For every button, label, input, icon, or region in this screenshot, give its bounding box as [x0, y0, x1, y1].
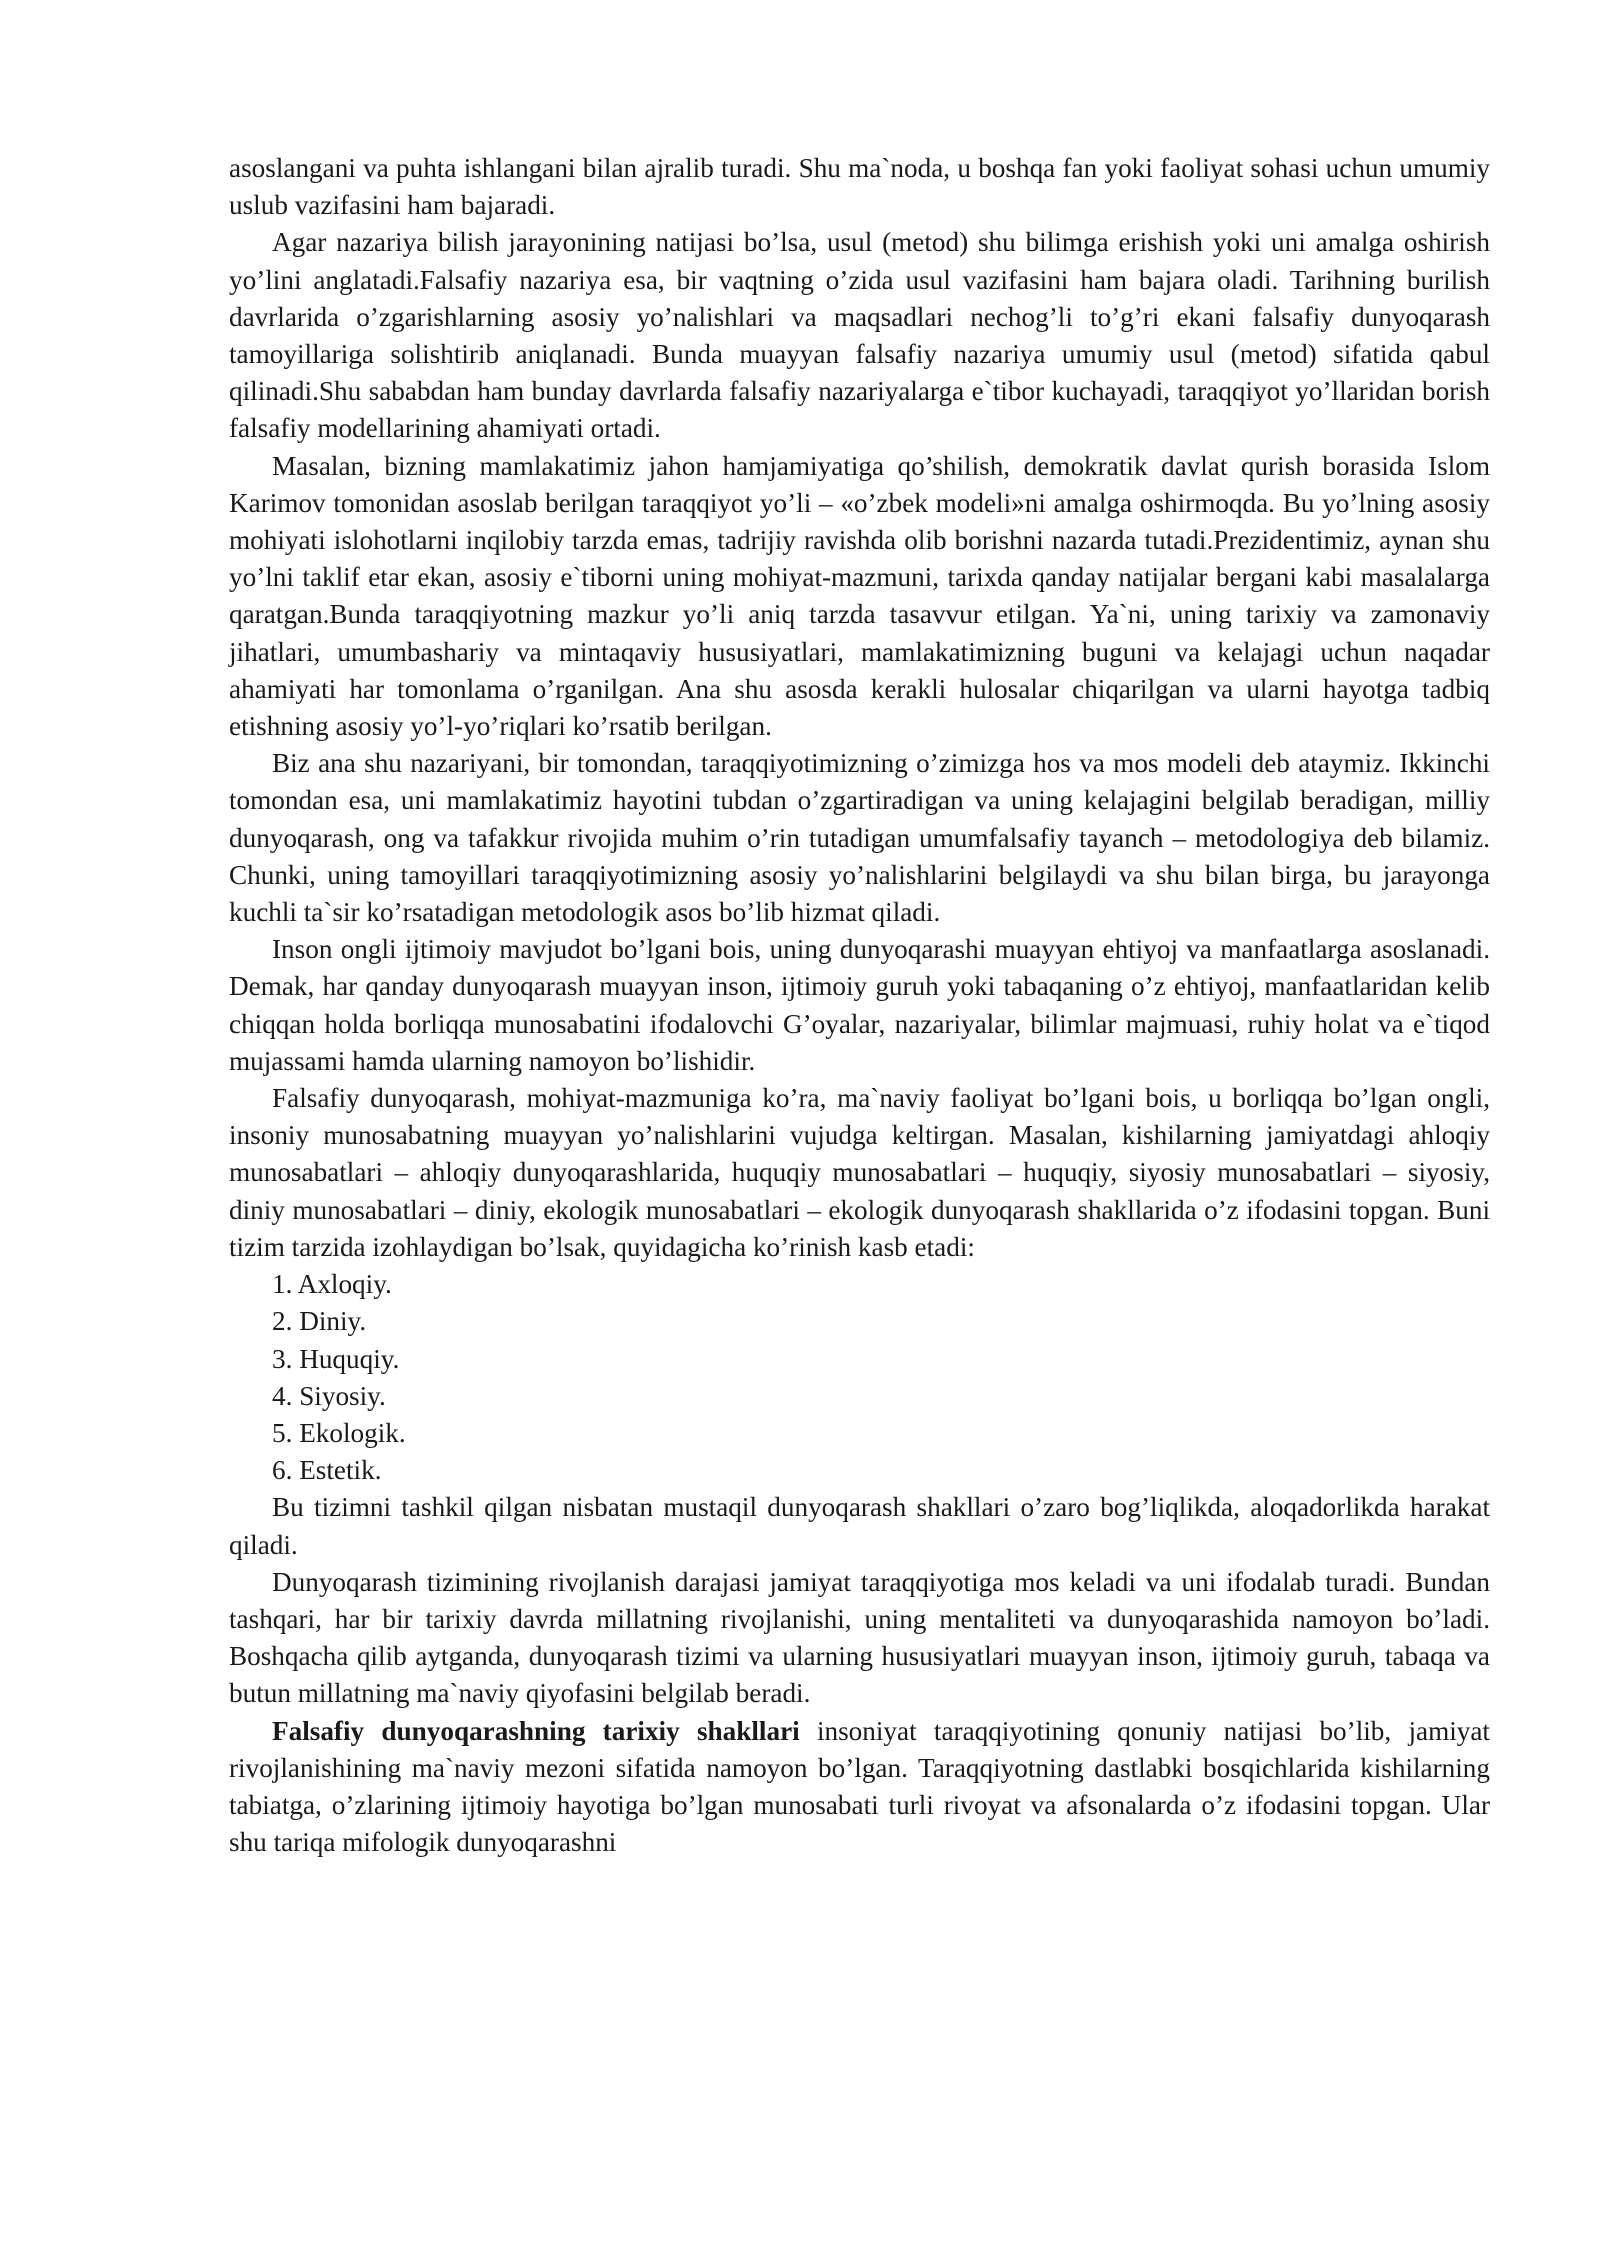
list-item: 2. Diniy. [272, 1306, 367, 1337]
paragraph-2: Agar nazariya bilish jarayonining natijasi bo’lsa, usul (metod) shu bilimga erishish yoki uni amalga oshirish yo’lini anglatadi.Falsafiy nazariya esa, bir vaqtning o’zida usul vazifasini ham bajara oladi. Tarihning burilish davrlarida o’zgarishlarning asosiy yo’nalishlari va maqsadlari nechog’li to’g’ri ekani falsafiy dunyoqarash tamoyillariga solishtirib aniqlanadi. Bunda muayyan falsafiy nazariya umumiy usul (metod) sifatida qabul qilinadi.Shu sababdan ham bunday davrlarda falsafiy nazariyalarga e`tibor kuchayadi, taraqqiyot yo’llaridan borish falsafiy modellarining ahamiyati ortadi. [229, 227, 1490, 444]
paragraph-9 [229, 1713, 1490, 1862]
paragraph-7: Bu tizimni tashkil qilgan nisbatan mustaqil dunyoqarash shakllari o’zaro bog’liqlikda, aloqadorlikda harakat qiladi. [229, 1492, 1490, 1560]
paragraph-1: asoslangani va puhta ishlangani bilan ajralib turadi. Shu ma`noda, u boshqa fan yoki faoliyat sohasi uchun umumiy uslub vazifasini ham bajaradi. [229, 153, 1490, 221]
list-item: 6. Estetik. [272, 1455, 382, 1486]
list-item: 1. Axloqiy. [272, 1269, 392, 1300]
document-page [229, 150, 1490, 1861]
list-item: 4. Siyosiy. [272, 1380, 386, 1411]
list-item: 3. Huquqiy. [272, 1343, 400, 1374]
paragraph-6: Falsafiy dunyoqarash, mohiyat-mazmuniga ko’ra, ma`naviy faoliyat bo’lgani bois, u borliqqa bo’lgan ongli, insoniy munosabatning muayyan yo’nalishlarini vujudga keltirgan. Masalan, kishilarning jamiyatdagi ahloqiy munosabatlari – ahloqiy dunyoqarashlarida, huquqiy munosabatlari – huquqiy, siyosiy munosabatlari – siyosiy, diniy munosabatlari – diniy, ekologik munosabatlari – ekologik dunyoqarash shakllarida o’z ifodasini topgan. Buni tizim tarzida izohlaydigan bo’lsak, quyidagicha ko’rinish kasb etadi: [229, 1083, 1490, 1262]
paragraph-5: Inson ongli ijtimoiy mavjudot bo’lgani bois, uning dunyoqarashi muayyan ehtiyoj va manfaatlarga asoslanadi. Demak, har qanday dunyoqarash muayyan inson, ijtimoiy guruh yoki tabaqaning o’z ehtiyoj, manfaatlaridan kelib chiqqan holda borliqqa munosabatini ifodalovchi G’oyalar, nazariyalar, bilimlar majmuasi, ruhiy holat va e`tiqod mujassami hamda ularning namoyon bo’lishidir. [229, 934, 1490, 1076]
paragraph-text: insoniyat taraqqiyotining qonuniy natijasi bo’lib, jamiyat rivojlanishining ma`naviy mezoni sifatida namoyon bo’lgan. Taraqqiyotning dastlabki bosqichlarida kishilarning tabiatga, o’zlarining ijtimoiy hayotiga bo’lgan munosabati turli rivoyat va afsonalarda o’z ifodasini topgan. Ular shu tariqa mifologik dunyoqarashni [229, 1715, 1490, 1858]
bold-term: Falsafiy dunyoqarashning tarixiy shakllari [272, 1715, 800, 1746]
numbered-list [229, 1266, 1490, 1489]
paragraph-3: Masalan, bizning mamlakatimiz jahon hamjamiyatiga qo’shilish, demokratik davlat qurish borasida Islom Karimov tomonidan asoslab berilgan taraqqiyot yo’li – «o’zbek modeli»ni amalga oshirmoqda. Bu yo’lning asosiy mohiyati islohotlarni inqilobiy tarzda emas, tadrijiy ravishda olib borishni nazarda tutadi.Prezidentimiz, aynan shu yo’lni taklif etar ekan, asosiy e`tiborni uning mohiyat-mazmuni, tarixda qanday natijalar bergani kabi masalalarga qaratgan.Bunda taraqqiyotning mazkur yo’li aniq tarzda tasavvur etilgan. Ya`ni, uning tarixiy va zamonaviy jihatlari, umumbashariy va mintaqaviy hususiyatlari, mamlakatimizning buguni va kelajagi uchun naqadar ahamiyati har tomonlama o’rganilgan. Ana shu asosda kerakli hulosalar chiqarilgan va ularni hayotga tadbiq etishning asosiy yo’l-yo’riqlari ko’rsatib berilgan. [229, 450, 1490, 742]
paragraph-4: Biz ana shu nazariyani, bir tomondan, taraqqiyotimizning o’zimizga hos va mos modeli deb ataymiz. Ikkinchi tomondan esa, uni mamlakatimiz hayotini tubdan o’zgartiradigan va uning kelajagini belgilab beradigan, milliy dunyoqarash, ong va tafakkur rivojida muhim o’rin tutadigan umumfalsafiy tayanch – metodologiya deb bilamiz. Chunki, uning tamoyillari taraqqiyotimizning asosiy yo’nalishlarini belgilaydi va shu bilan birga, bu jarayonga kuchli ta`sir ko’rsatadigan metodologik asos bo’lib hizmat qiladi. [229, 748, 1490, 928]
paragraph-8: Dunyoqarash tizimining rivojlanish darajasi jamiyat taraqqiyotiga mos keladi va uni ifodalab turadi. Bundan tashqari, har bir tarixiy davrda millatning rivojlanishi, uning mentaliteti va dunyoqarashida namoyon bo’ladi. Boshqacha qilib aytganda, dunyoqarash tizimi va ularning hususiyatlari muayyan inson, ijtimoiy guruh, tabaqa va butun millatning ma`naviy qiyofasini belgilab beradi. [229, 1566, 1490, 1709]
list-item: 5. Ekologik. [272, 1417, 406, 1448]
